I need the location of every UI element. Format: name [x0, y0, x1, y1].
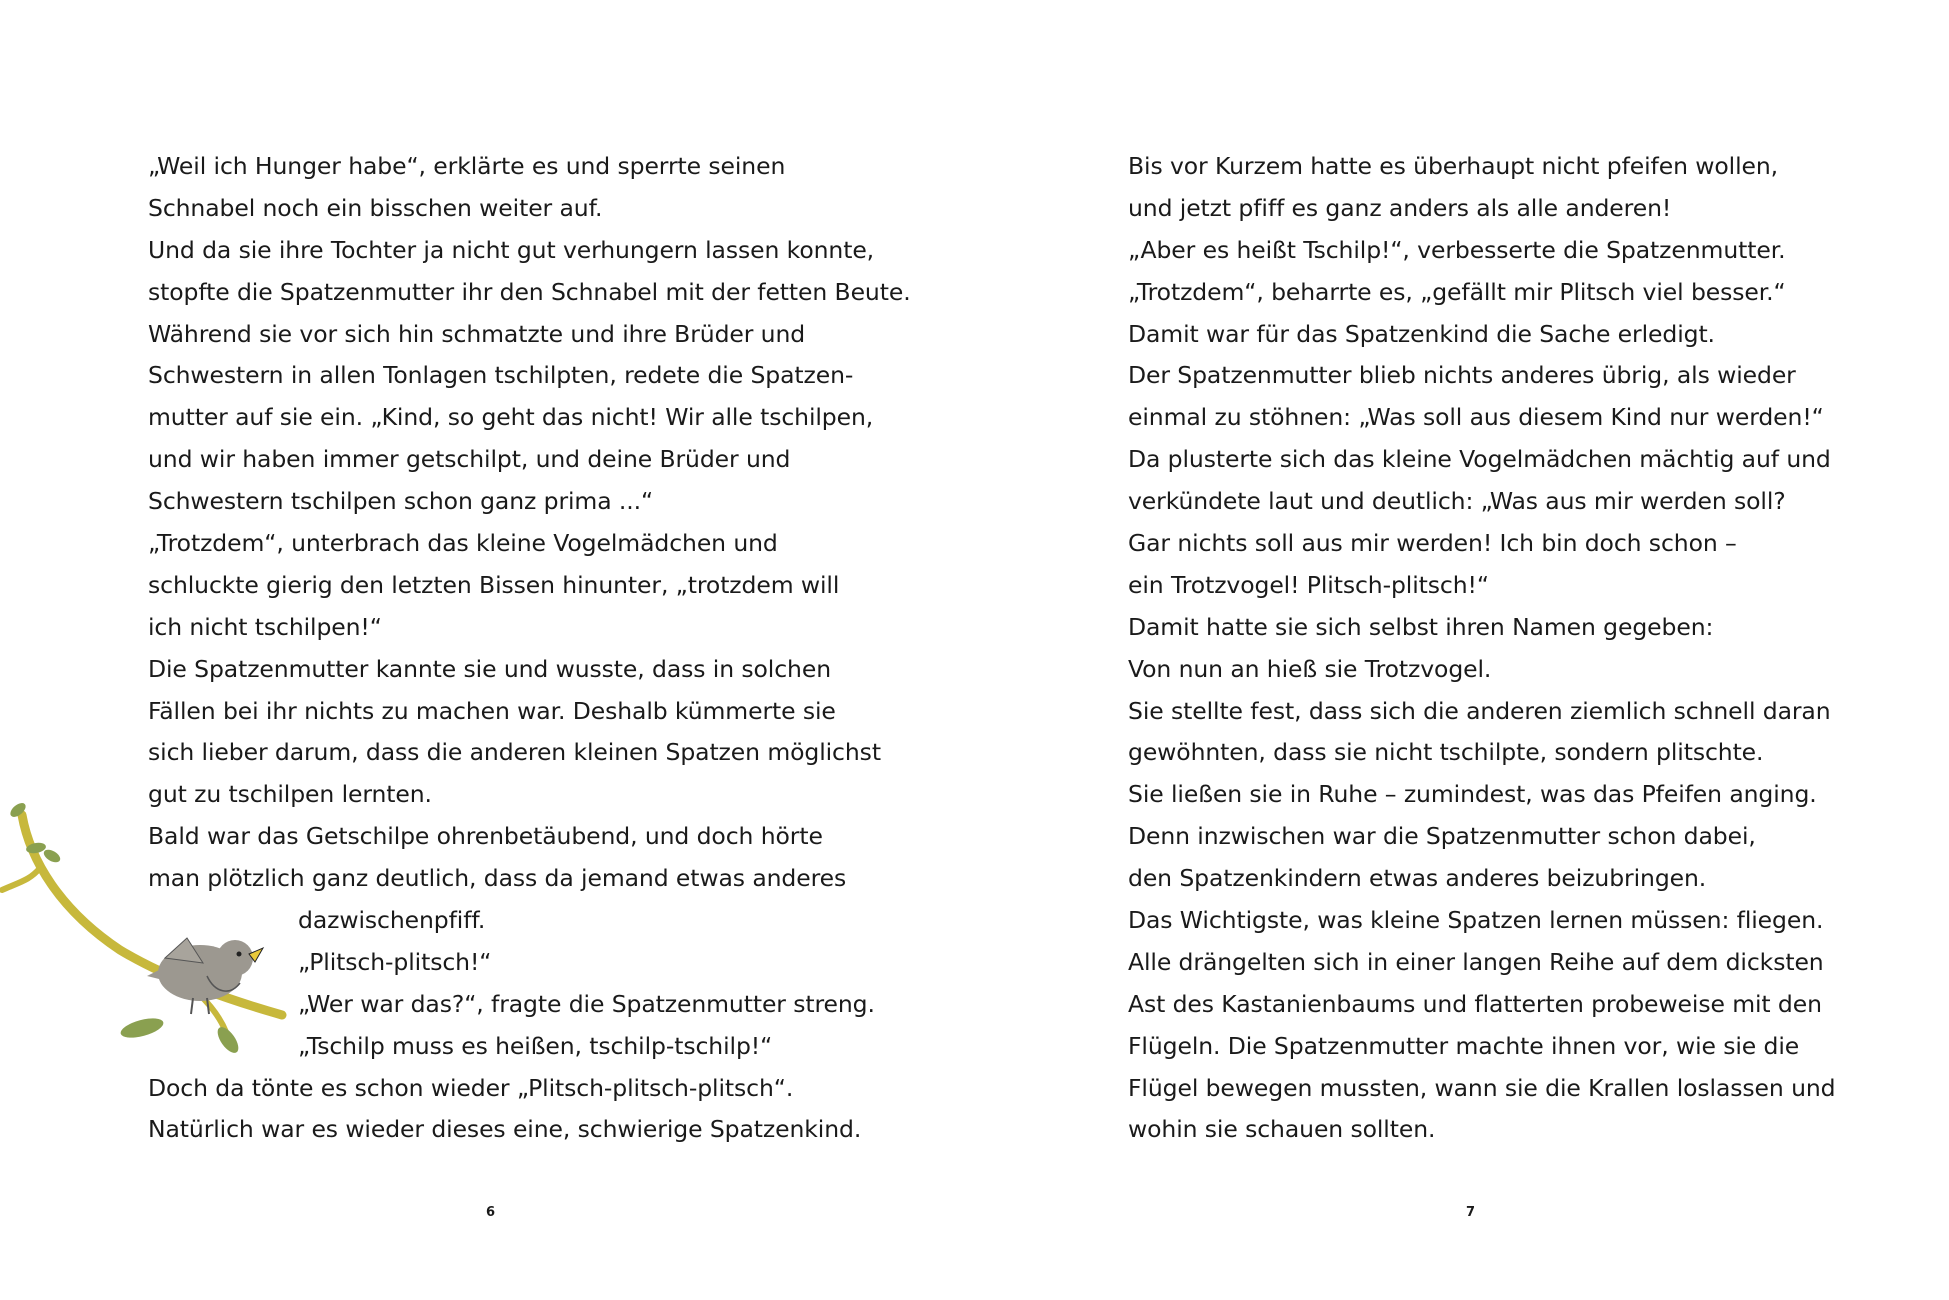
text-line: ein Trotzvogel! Plitsch-plitsch!“ [1128, 570, 1489, 599]
branch [22, 815, 282, 1015]
text-line: Damit war für das Spatzenkind die Sache erledigt. [1128, 319, 1715, 348]
right-page [975, 0, 1949, 1300]
text-line: Schwestern in allen Tonlagen tschilpten, redete die Spatzen- [148, 361, 854, 390]
text-line: Flügeln. Die Spatzenmutter machte ihnen vor, wie sie die [1128, 1031, 1800, 1060]
text-line: Sie ließen sie in Ruhe – zumindest, was das Pfeifen anging. [1128, 780, 1817, 809]
text-line: gewöhnten, dass sie nicht tschilpte, sondern plitschte. [1128, 738, 1764, 767]
text-line: Schwestern tschilpen schon ganz prima ...“ [148, 487, 654, 516]
text-line: ich nicht tschilpen!“ [148, 612, 382, 641]
leaf [42, 847, 63, 865]
text-line: „Wer war das?“, fragte die Spatzenmutter streng. [298, 989, 875, 1018]
text-line: Der Spatzenmutter blieb nichts anderes übrig, als wieder [1128, 361, 1796, 390]
text-line: Denn inzwischen war die Spatzenmutter schon dabei, [1128, 822, 1756, 851]
text-line: wohin sie schauen sollten. [1128, 1115, 1436, 1144]
text-line: Damit hatte sie sich selbst ihren Namen gegeben: [1128, 612, 1714, 641]
text-line: schluckte gierig den letzten Bissen hinunter, „trotzdem will [148, 570, 840, 599]
text-line: „Trotzdem“, unterbrach das kleine Vogelmädchen und [148, 529, 778, 558]
text-line: und jetzt pfiff es ganz anders als alle anderen! [1128, 193, 1672, 222]
text-line: und wir haben immer getschilpt, und deine Brüder und [148, 445, 791, 474]
text-line: Bis vor Kurzem hatte es überhaupt nicht pfeifen wollen, [1128, 152, 1779, 180]
text-line: Während sie vor sich hin schmatzte und ihre Brüder und [148, 319, 806, 348]
sparrow-on-branch-illustration [0, 800, 290, 1070]
text-line: Gar nichts soll aus mir werden! Ich bin doch schon – [1128, 529, 1737, 558]
text-line: „Trotzdem“, beharrte es, „gefällt mir Plitsch viel besser.“ [1128, 277, 1786, 306]
text-line: man plötzlich ganz deutlich, dass da jemand etwas anderes [148, 864, 847, 893]
text-line: Fällen bei ihr nichts zu machen war. Deshalb kümmerte sie [148, 696, 836, 725]
text-line: Flügel bewegen mussten, wann sie die Krallen loslassen und [1128, 1073, 1836, 1102]
text-line: Doch da tönte es schon wieder „Plitsch-plitsch-plitsch“. [148, 1073, 794, 1102]
text-line: sich lieber darum, dass die anderen kleinen Spatzen möglichst [148, 738, 881, 767]
text-line: Schnabel noch ein bisschen weiter auf. [148, 193, 603, 222]
text-line: Von nun an hieß sie Trotzvogel. [1128, 654, 1492, 683]
text-line: Die Spatzenmutter kannte sie und wusste, dass in solchen [148, 654, 831, 683]
text-line: Ast des Kastanienbaums und flatterten probeweise mit den [1128, 989, 1822, 1018]
text-line: Und da sie ihre Tochter ja nicht gut verhungern lassen konnte, [148, 235, 875, 264]
leaf [214, 1024, 243, 1057]
text-line: dazwischenpfiff. [298, 906, 486, 935]
text-line: Natürlich war es wieder dieses eine, schwierige Spatzenkind. [148, 1115, 862, 1144]
right-text-block [1128, 146, 1836, 1151]
text-line: Bald war das Getschilpe ohrenbetäubend, und doch hörte [148, 822, 823, 851]
text-line: stopfte die Spatzenmutter ihr den Schnabel mit der fetten Beute. [148, 277, 911, 306]
text-line: „Tschilp muss es heißen, tschilp-tschilp!“ [298, 1031, 773, 1060]
text-line: „Weil ich Hunger habe“, erklärte es und sperrte seinen [148, 152, 786, 180]
text-line: verkündete laut und deutlich: „Was aus mir werden soll? [1128, 487, 1786, 516]
text-line: Sie stellte fest, dass sich die anderen ziemlich schnell daran [1128, 696, 1831, 725]
text-line: Alle drängelten sich in einer langen Reihe auf dem dicksten [1128, 947, 1824, 976]
text-line: Das Wichtigste, was kleine Spatzen lernen müssen: fliegen. [1128, 906, 1824, 935]
text-line: mutter auf sie ein. „Kind, so geht das nicht! Wir alle tschilpen, [148, 403, 874, 432]
page-number: 6 [486, 1205, 496, 1220]
text-line: den Spatzenkindern etwas anderes beizubringen. [1128, 864, 1707, 893]
leaf [119, 1015, 166, 1042]
page-number: 7 [1466, 1205, 1476, 1220]
text-line: „Plitsch-plitsch!“ [298, 947, 492, 976]
text-line: Da plusterte sich das kleine Vogelmädchen mächtig auf und [1128, 445, 1831, 474]
text-line: „Aber es heißt Tschilp!“, verbesserte die Spatzenmutter. [1128, 235, 1786, 264]
text-line: einmal zu stöhnen: „Was soll aus diesem Kind nur werden!“ [1128, 403, 1824, 432]
branch-twig [2, 868, 40, 890]
text-line: gut zu tschilpen lernten. [148, 780, 432, 809]
